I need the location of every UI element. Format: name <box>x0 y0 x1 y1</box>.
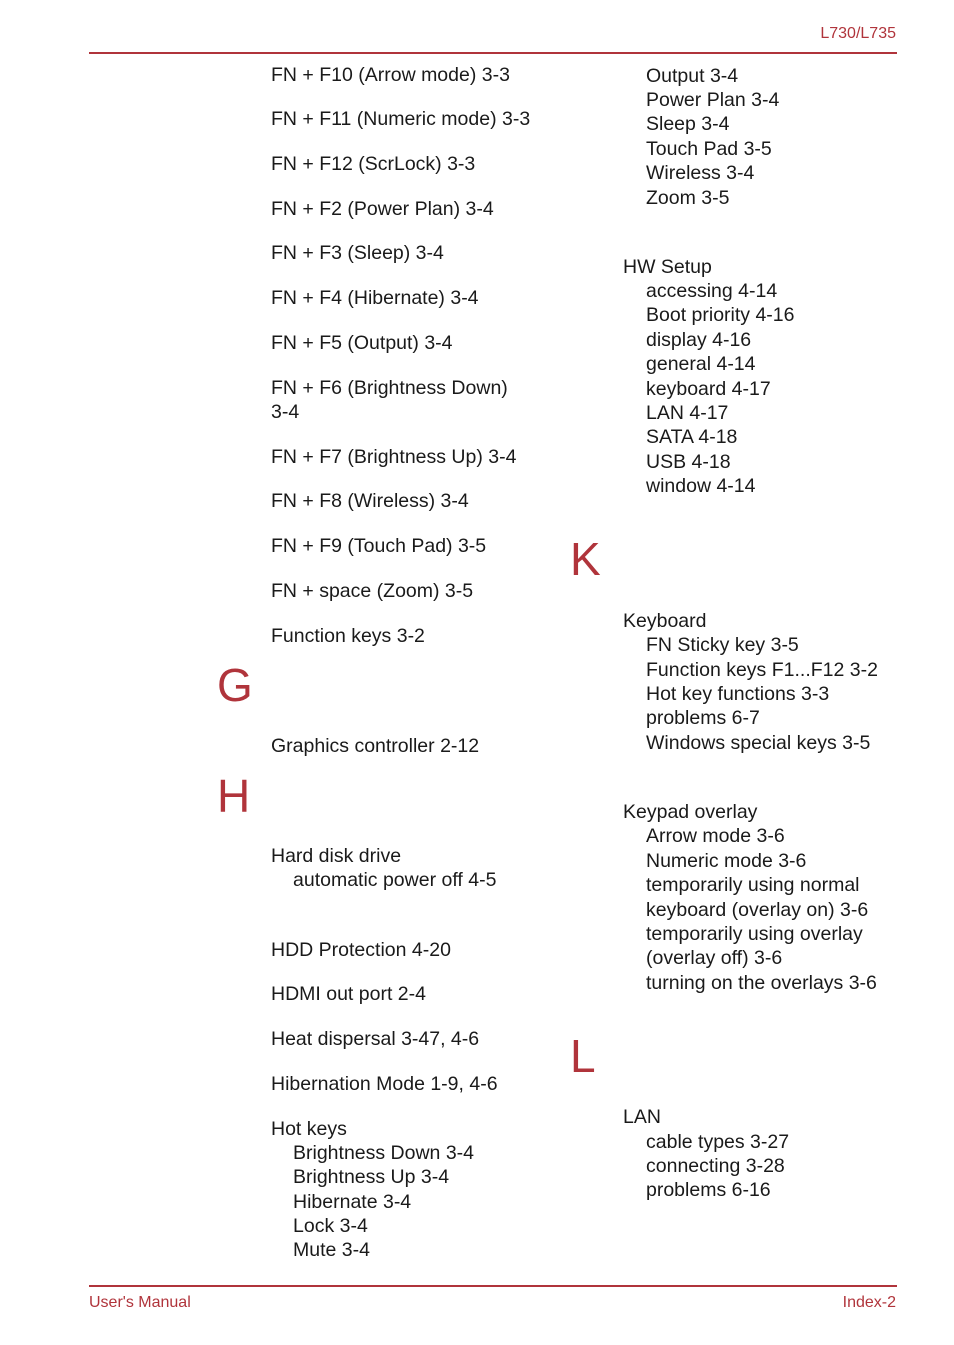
index-subentry: Output 3-4 <box>646 65 739 87</box>
index-subentry: Mute 3-4 <box>293 1239 370 1261</box>
footer-rule <box>89 1285 897 1287</box>
header-model: L730/L735 <box>820 25 896 42</box>
index-subentry: Power Plan 3-4 <box>646 89 780 111</box>
index-subentry: window 4-14 <box>646 475 756 497</box>
index-subentry: FN Sticky key 3-5 <box>646 634 799 656</box>
index-entry: FN + F7 (Brightness Up) 3-4 <box>271 446 517 468</box>
index-subentry: problems 6-16 <box>646 1179 771 1201</box>
index-subentry: Boot priority 4-16 <box>646 304 795 326</box>
index-subentry: accessing 4-14 <box>646 280 778 302</box>
index-subentry: temporarily using overlay <box>646 923 863 945</box>
index-subentry: turning on the overlays 3-6 <box>646 972 877 994</box>
index-subentry: general 4-14 <box>646 353 756 375</box>
index-subentry: Brightness Down 3-4 <box>293 1142 475 1164</box>
index-subentry: Sleep 3-4 <box>646 113 730 135</box>
section-letter-k: K <box>570 533 601 585</box>
index-entry: FN + F12 (ScrLock) 3-3 <box>271 153 476 175</box>
index-entry: Keyboard <box>623 610 707 632</box>
index-subentry: (overlay off) 3-6 <box>646 947 783 969</box>
index-subentry: Arrow mode 3-6 <box>646 825 785 847</box>
index-entry: Keypad overlay <box>623 801 758 823</box>
index-subentry: cable types 3-27 <box>646 1131 790 1153</box>
index-subentry: problems 6-7 <box>646 707 760 729</box>
index-entry: Hibernation Mode 1-9, 4-6 <box>271 1073 498 1095</box>
index-subentry: Function keys F1...F12 3-2 <box>646 659 878 681</box>
index-subentry: SATA 4-18 <box>646 426 738 448</box>
index-entry: Hard disk drive <box>271 845 402 867</box>
index-subentry: automatic power off 4-5 <box>293 869 497 891</box>
index-entry: FN + space (Zoom) 3-5 <box>271 580 474 602</box>
index-entry: Graphics controller 2-12 <box>271 735 480 757</box>
index-entry: FN + F4 (Hibernate) 3-4 <box>271 287 479 309</box>
index-subentry: temporarily using normal <box>646 874 860 896</box>
index-entry: FN + F8 (Wireless) 3-4 <box>271 490 469 512</box>
index-entry: LAN <box>623 1106 661 1128</box>
index-subentry: connecting 3-28 <box>646 1155 785 1177</box>
footer-page-number: Index-2 <box>842 1294 896 1311</box>
index-entry: HDMI out port 2-4 <box>271 983 426 1005</box>
index-subentry: USB 4-18 <box>646 451 731 473</box>
header-rule <box>89 52 897 54</box>
index-subentry: Wireless 3-4 <box>646 162 755 184</box>
index-entry: FN + F2 (Power Plan) 3-4 <box>271 198 494 220</box>
index-subentry: Touch Pad 3-5 <box>646 138 772 160</box>
index-entry: FN + F5 (Output) 3-4 <box>271 332 453 354</box>
index-subentry: Hot key functions 3-3 <box>646 683 830 705</box>
index-entry: FN + F9 (Touch Pad) 3-5 <box>271 535 487 557</box>
index-subentry: display 4-16 <box>646 329 752 351</box>
index-entry: Function keys 3-2 <box>271 625 425 647</box>
index-entry: Heat dispersal 3-47, 4-6 <box>271 1028 480 1050</box>
index-entry: FN + F3 (Sleep) 3-4 <box>271 242 444 264</box>
section-letter-g: G <box>217 659 253 711</box>
index-entry-continued: 3-4 <box>271 401 300 423</box>
footer-manual-title: User's Manual <box>89 1294 191 1311</box>
index-entry: HDD Protection 4-20 <box>271 939 451 961</box>
index-subentry: Brightness Up 3-4 <box>293 1166 450 1188</box>
index-subentry: Lock 3-4 <box>293 1215 368 1237</box>
index-entry: HW Setup <box>623 256 712 278</box>
index-subentry: keyboard 4-17 <box>646 378 771 400</box>
index-subentry: LAN 4-17 <box>646 402 729 424</box>
index-subentry: Numeric mode 3-6 <box>646 850 807 872</box>
section-letter-h: H <box>217 770 251 822</box>
index-subentry: keyboard (overlay on) 3-6 <box>646 899 869 921</box>
index-subentry: Windows special keys 3-5 <box>646 732 871 754</box>
index-entry: FN + F11 (Numeric mode) 3-3 <box>271 108 531 130</box>
index-subentry: Zoom 3-5 <box>646 187 730 209</box>
section-letter-l: L <box>570 1030 596 1082</box>
index-entry: FN + F6 (Brightness Down) <box>271 377 508 399</box>
index-entry: Hot keys <box>271 1118 347 1140</box>
index-subentry: Hibernate 3-4 <box>293 1191 412 1213</box>
index-entry: FN + F10 (Arrow mode) 3-3 <box>271 64 510 86</box>
